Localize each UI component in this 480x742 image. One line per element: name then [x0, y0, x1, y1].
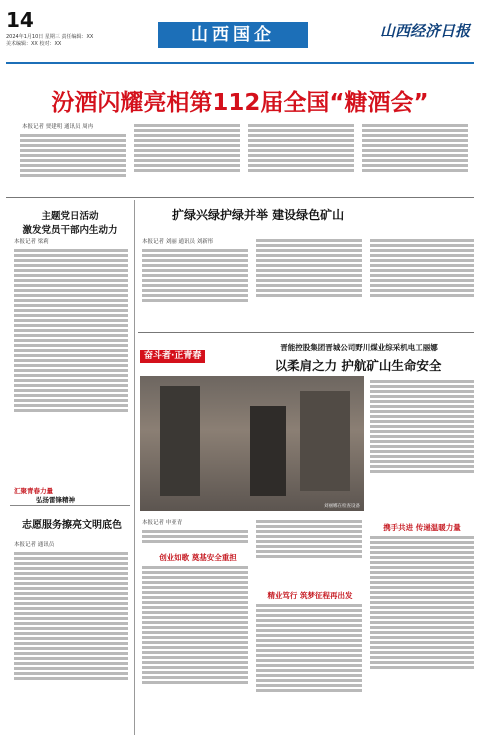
main-article-col-4: [362, 122, 468, 192]
left-article-2-title-line2: 弘扬雷锋精神: [36, 496, 75, 504]
photo-panel: [300, 391, 350, 491]
photo-equipment: [160, 386, 200, 496]
middle-article-col-3: [370, 237, 474, 327]
column-divider: [134, 200, 135, 735]
main-byline: 本报记者 贾建明 通讯员 周冉: [22, 124, 94, 130]
left-article-2-title: [14, 486, 130, 504]
page-header: [0, 0, 480, 64]
left-article-3-body: [14, 550, 128, 735]
feature-col-1: [142, 564, 248, 734]
middle-article-title: 扩绿兴绿护绿并举 建设绿色矿山: [172, 208, 345, 222]
feature-col-1-top: [142, 528, 248, 550]
photo-worker: [250, 406, 286, 496]
left-article-2-title-line1: 汇聚青春力量: [14, 487, 53, 495]
left-article-1-title-line1: 主题党日活动: [41, 211, 99, 222]
feature-subtitle: 晋能控股集团晋城公司野川煤业综采机电工丽娜: [280, 343, 438, 352]
left-article-1-byline: 本报记者 梁莉: [14, 239, 49, 245]
feature-subhead-3: 精业笃行 筑梦征程再出发: [267, 591, 353, 600]
masthead-logo: 山西经济日报: [380, 22, 471, 40]
feature-subhead-1: 创业如歌 奠基安全重担: [159, 553, 237, 562]
left-divider: [10, 505, 130, 506]
left-article-3-title: 志愿服务擦亮文明底色: [22, 520, 122, 531]
feature-tag: 奋斗者·正青春: [140, 350, 205, 363]
left-article-1-title: [10, 208, 130, 236]
feature-photo: [140, 376, 364, 511]
feature-title: 以柔肩之力 护航矿山生命安全: [274, 358, 442, 373]
main-article-col-3: [248, 122, 354, 192]
photo-caption: 刘丽娜在检查设备: [324, 504, 360, 509]
header-info: [6, 34, 156, 48]
middle-article-byline: 本报记者 刘丽 通讯员 刘新彤: [142, 239, 214, 245]
main-article-col-1: [20, 132, 126, 192]
left-article-3-byline: 本报记者 通讯员: [14, 542, 55, 548]
middle-article-col-2: [256, 237, 362, 327]
main-article-col-2: [134, 122, 240, 192]
feature-col-2-top: [256, 518, 362, 578]
left-article-1-body: [14, 247, 128, 479]
main-headline: 汾酒闪耀亮相第112届全国“糖酒会”: [51, 90, 429, 116]
page-number: 14: [6, 8, 34, 32]
feature-divider: [138, 332, 474, 333]
feature-col-right-1: [370, 378, 474, 518]
middle-article-col-1: [142, 247, 248, 327]
header-info-line: 2024年1月10日 星期三 责任编辑：XX: [6, 34, 94, 40]
header-info-line: 美术编辑：XX 校对：XX: [6, 41, 62, 47]
feature-byline: 本报记者 申亚青: [142, 520, 183, 526]
left-article-1-title-line2: 激发党员干部内生动力: [22, 225, 118, 236]
feature-col-2: [256, 602, 362, 734]
feature-subhead-2: 携手共进 传递温暖力量: [383, 523, 461, 532]
header-divider: [6, 62, 474, 64]
section-divider: [6, 197, 474, 198]
section-banner: 山西国企: [158, 22, 308, 48]
feature-col-3: [370, 534, 474, 734]
